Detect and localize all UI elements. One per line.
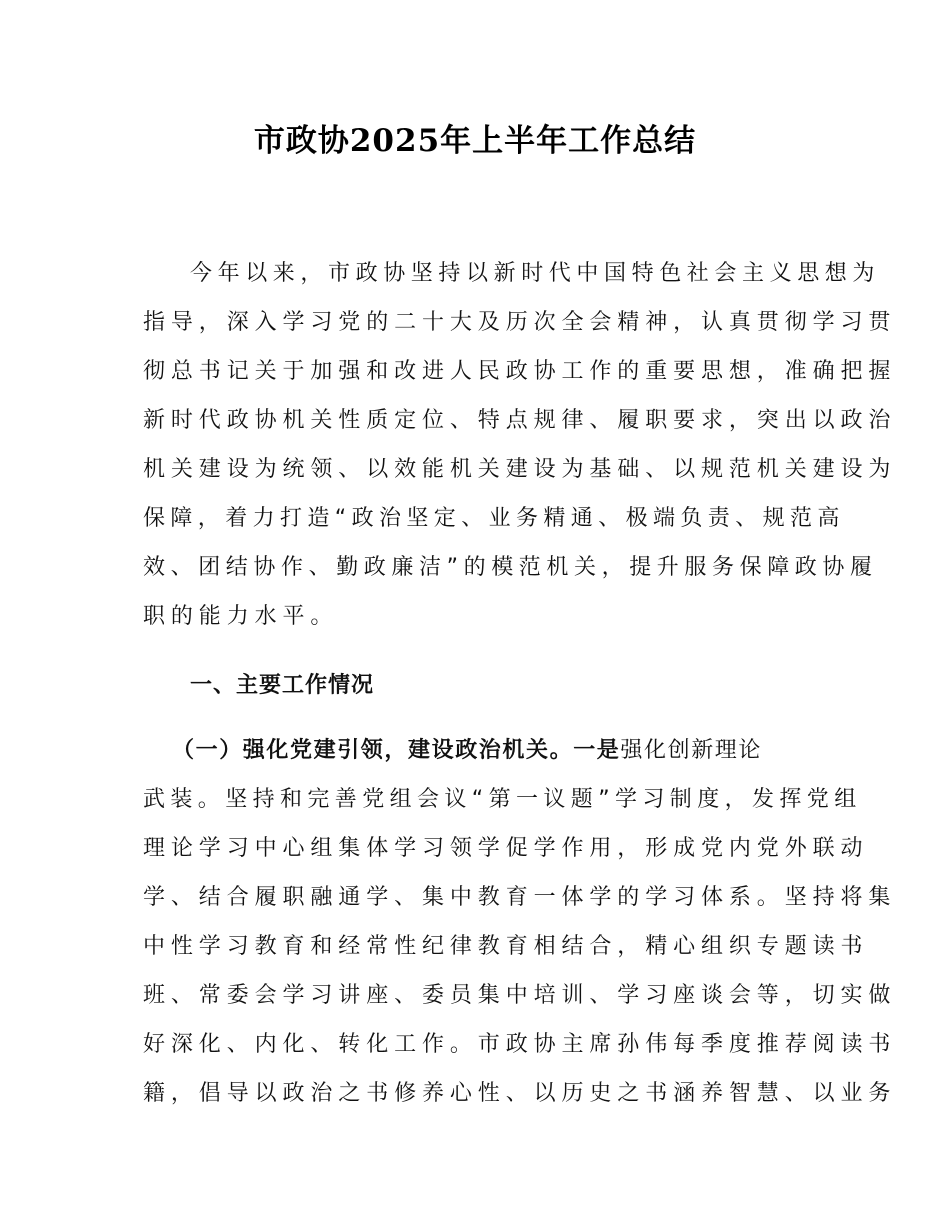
body-line: 班、常委会学习讲座、委员集中培训、学习座谈会等，切实做 bbox=[143, 983, 897, 1008]
intro-line: 职的能力水平。 bbox=[143, 604, 339, 629]
body-line: 理论学习中心组集体学习领学促学作用，形成党内党外联动 bbox=[143, 836, 869, 861]
section-heading: 一、主要工作情况 bbox=[190, 673, 375, 698]
subsection-lead: 一是 bbox=[573, 738, 621, 763]
document-title: 市政协2025年上半年工作总结 bbox=[253, 123, 697, 159]
subsection-first-line-text: 强化创新理论 bbox=[620, 738, 763, 763]
intro-line: 新时代政协机关性质定位、特点规律、履职要求，突出以政治 bbox=[143, 408, 897, 433]
intro-line: 效、团结协作、勤政廉洁”的模范机关，提升服务保障政协履 bbox=[143, 555, 878, 580]
body-line: 籍，倡导以政治之书修养心性、以历史之书涵养智慧、以业务 bbox=[143, 1081, 897, 1106]
subsection-title: （一）强化党建引领，建设政治机关。 bbox=[172, 738, 574, 763]
intro-line: 指导，深入学习党的二十大及历次全会精神，认真贯彻学习贯 bbox=[143, 310, 897, 335]
body-line: 中性学习教育和经常性纪律教育相结合，精心组织专题读书 bbox=[143, 934, 869, 959]
body-line: 武装。坚持和完善党组会议“第一议题”学习制度，发挥党组 bbox=[143, 787, 862, 812]
intro-line: 机关建设为统领、以效能机关建设为基础、以规范机关建设为 bbox=[143, 457, 897, 482]
subsection-first-line bbox=[172, 731, 762, 771]
intro-line: 今年以来，市政协坚持以新时代中国特色社会主义思想为 bbox=[190, 261, 881, 286]
body-line: 好深化、内化、转化工作。市政协主席孙伟每季度推荐阅读书 bbox=[143, 1032, 897, 1057]
intro-line: 保障，着力打造“政治坚定、业务精通、极端负责、规范高 bbox=[143, 506, 845, 531]
intro-line: 彻总书记关于加强和改进人民政协工作的重要思想，准确把握 bbox=[143, 359, 897, 384]
body-line: 学、结合履职融通学、集中教育一体学的学习体系。坚持将集 bbox=[143, 885, 897, 910]
